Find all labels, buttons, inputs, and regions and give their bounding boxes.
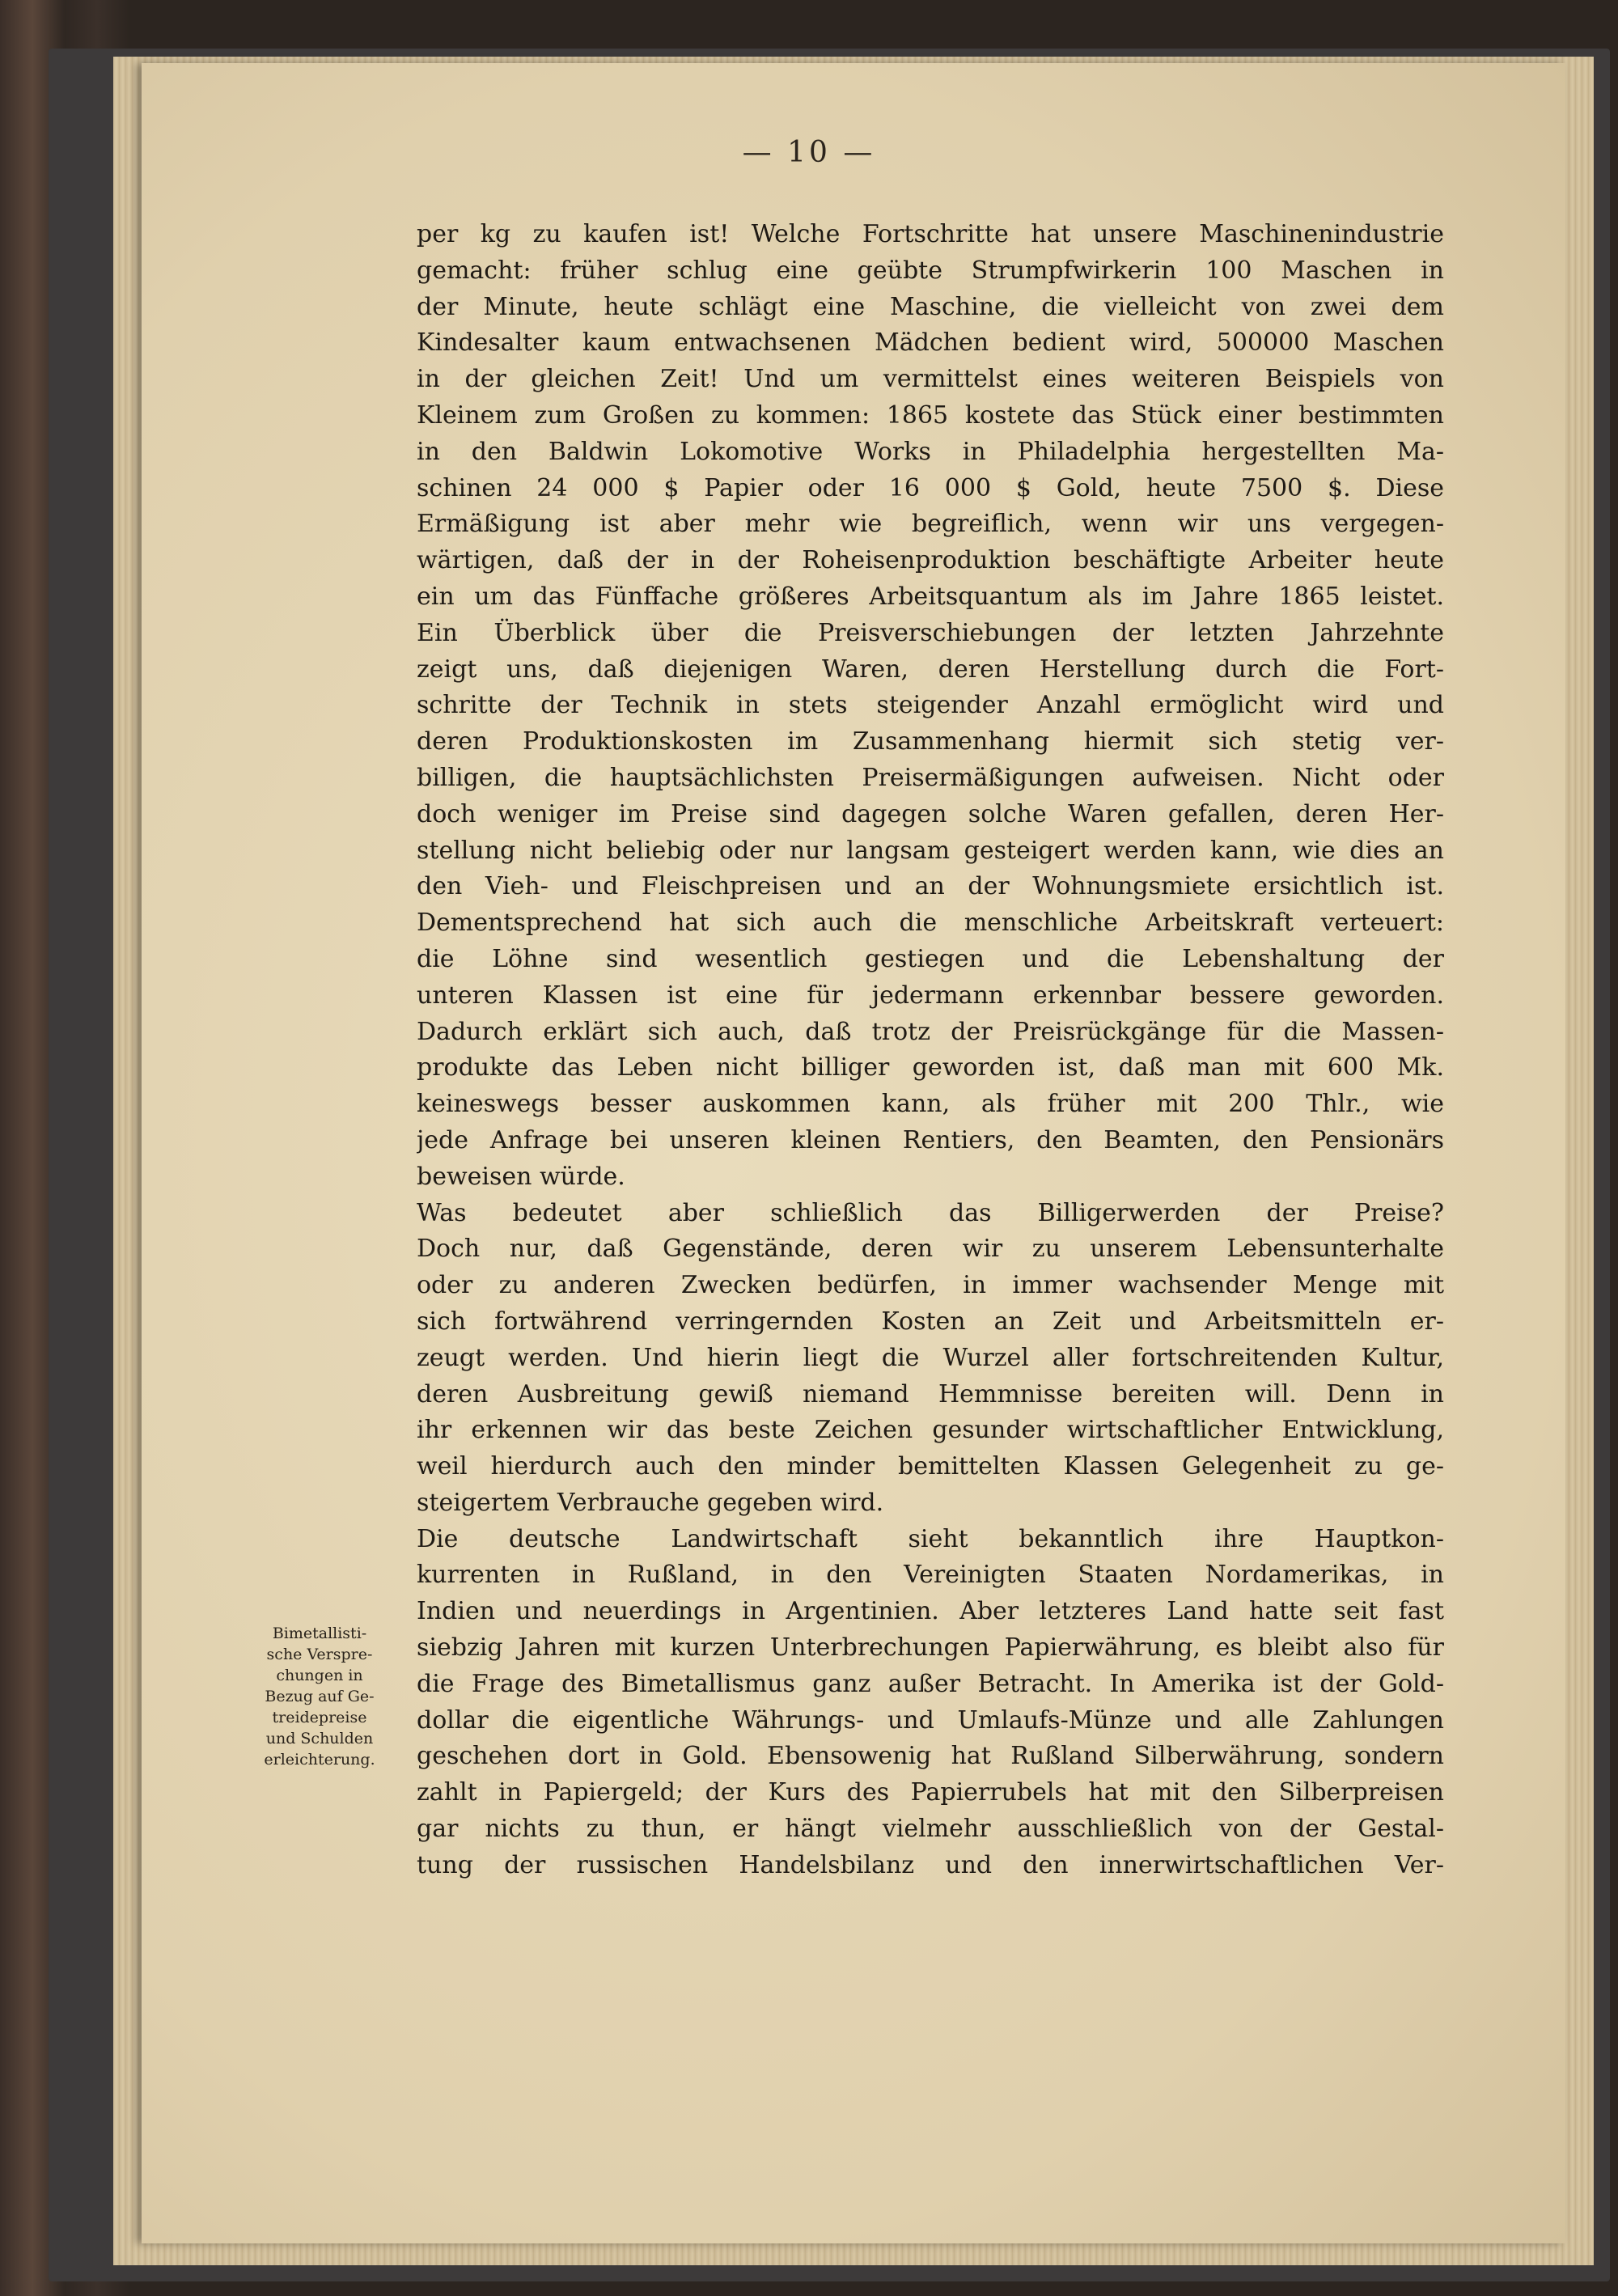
text-line: Dadurch erklärt sich auch, daß trotz der Preisrückgänge für die Massen-	[417, 1017, 1444, 1046]
text-line: beweisen würde.	[417, 1162, 625, 1191]
text-line: zahlt in Papiergeld; der Kurs des Papierrubels hat mit den Silberpreisen	[417, 1778, 1444, 1807]
text-line: steigertem Verbrauche gegeben wird.	[417, 1488, 884, 1517]
text-line: Die deutsche Landwirtschaft sieht bekanntlich ihre Hauptkon-	[417, 1524, 1444, 1553]
text-line: wärtigen, daß der in der Roheisenproduktion beschäftigte Arbeiter heute	[417, 546, 1444, 575]
text-line: siebzig Jahren mit kurzen Unterbrechungen Papierwährung, es bleibt also für	[417, 1633, 1444, 1663]
text-line: Ein Überblick über die Preisverschiebungen der letzten Jahrzehnte	[417, 618, 1444, 647]
text-line: die Frage des Bimetallismus ganz außer Betracht. In Amerika ist der Gold-	[417, 1669, 1444, 1698]
text-line: stellung nicht beliebig oder nur langsam gesteigert werden kann, wie dies an	[417, 836, 1444, 865]
text-line: dollar die eigentliche Währungs- und Umlaufs-Münze und alle Zahlungen	[417, 1705, 1444, 1735]
text-line: deren Ausbreitung gewiß niemand Hemmnisse bereiten will. Denn in	[417, 1379, 1444, 1409]
margin-note-line: erleichterung.	[264, 1751, 375, 1769]
margin-note-line: Bezug auf Ge-	[265, 1688, 375, 1705]
text-line: gar nichts zu thun, er hängt vielmehr ausschließlich von der Gestal-	[417, 1815, 1444, 1844]
text-line: ihr erkennen wir das beste Zeichen gesunder wirtschaftlicher Entwicklung,	[417, 1416, 1444, 1445]
text-line: tung der russischen Handelsbilanz und den innerwirtschaftlichen Ver-	[417, 1850, 1444, 1879]
text-line: in den Baldwin Lokomotive Works in Philadelphia hergestellten Ma-	[417, 437, 1444, 466]
text-line: oder zu anderen Zwecken bedürfen, in immer wachsender Menge mit	[417, 1271, 1444, 1300]
margin-note-line: chungen in	[276, 1667, 363, 1684]
text-line: ein um das Fünffache größeres Arbeitsquantum als im Jahre 1865 leistet.	[417, 582, 1444, 611]
text-line: produkte das Leben nicht billiger geworden ist, daß man mit 600 Mk.	[417, 1053, 1444, 1082]
margin-note-line: Bimetallisti-	[272, 1625, 367, 1642]
text-line: schritte der Technik in stets steigender Anzahl ermöglicht wird und	[417, 691, 1444, 720]
text-line: weil hierdurch auch den minder bemittelten Klassen Gelegenheit zu ge-	[417, 1452, 1444, 1481]
text-line: Doch nur, daß Gegenstände, deren wir zu unserem Lebensunterhalte	[417, 1235, 1444, 1264]
text-line: Indien und neuerdings in Argentinien. Aber letzteres Land hatte seit fast	[417, 1597, 1444, 1626]
text-line: schinen 24 000 $ Papier oder 16 000 $ Gold, heute 7500 $. Diese	[417, 473, 1444, 502]
text-line: in der gleichen Zeit! Und um vermittelst eines weiteren Beispiels von	[417, 365, 1444, 394]
text-line: der Minute, heute schlägt eine Maschine, die vielleicht von zwei dem	[417, 292, 1444, 321]
margin-note-line: treidepreise	[272, 1709, 367, 1726]
text-line: jede Anfrage bei unseren kleinen Rentiers, den Beamten, den Pensionärs	[417, 1125, 1444, 1154]
text-line: deren Produktionskosten im Zusammenhang hiermit sich stetig ver-	[417, 727, 1444, 756]
text-line: zeigt uns, daß diejenigen Waren, deren Herstellung durch die Fort-	[417, 654, 1444, 684]
body-text	[417, 217, 1444, 2142]
text-line: Was bedeutet aber schließlich das Billigerwerden der Preise?	[417, 1198, 1444, 1227]
margin-note-line: und Schulden	[265, 1730, 374, 1747]
text-line: gemacht: früher schlug eine geübte Strumpfwirkerin 100 Maschen in	[417, 256, 1444, 285]
margin-note-line: sche Verspre-	[266, 1646, 373, 1663]
text-line: zeugt werden. Und hierin liegt die Wurzel aller fortschreitenden Kultur,	[417, 1343, 1444, 1372]
text-line: geschehen dort in Gold. Ebensowenig hat Rußland Silberwährung, sondern	[417, 1742, 1444, 1771]
margin-note	[243, 1623, 396, 1770]
text-line: Kindesalter kaum entwachsenen Mädchen bedient wird, 500000 Maschen	[417, 328, 1444, 358]
text-line: billigen, die hauptsächlichsten Preisermäßigungen aufweisen. Nicht oder	[417, 763, 1444, 792]
text-line: unteren Klassen ist eine für jedermann erkennbar bessere geworden.	[417, 981, 1444, 1010]
text-line: Kleinem zum Großen zu kommen: 1865 kostete das Stück einer bestimmten	[417, 400, 1444, 430]
text-line: kurrenten in Rußland, in den Vereinigten Staaten Nordamerikas, in	[417, 1561, 1444, 1590]
text-line: die Löhne sind wesentlich gestiegen und die Lebenshaltung der	[417, 944, 1444, 973]
text-line: Ermäßigung ist aber mehr wie begreiflich, wenn wir uns vergegen-	[417, 510, 1444, 539]
text-line: den Vieh- und Fleischpreisen und an der Wohnungsmiete ersichtlich ist.	[417, 872, 1444, 901]
page-number: — 10 —	[742, 136, 876, 169]
text-line: Dementsprechend hat sich auch die menschliche Arbeitskraft verteuert:	[417, 909, 1444, 938]
text-line: keineswegs besser auskommen kann, als früher mit 200 Thlr., wie	[417, 1090, 1444, 1119]
text-line: sich fortwährend verringernden Kosten an Zeit und Arbeitsmitteln er-	[417, 1307, 1444, 1336]
text-line: doch weniger im Preise sind dagegen solche Waren gefallen, deren Her-	[417, 799, 1444, 828]
text-line: per kg zu kaufen ist! Welche Fortschritte hat unsere Maschinenindustrie	[417, 220, 1444, 248]
